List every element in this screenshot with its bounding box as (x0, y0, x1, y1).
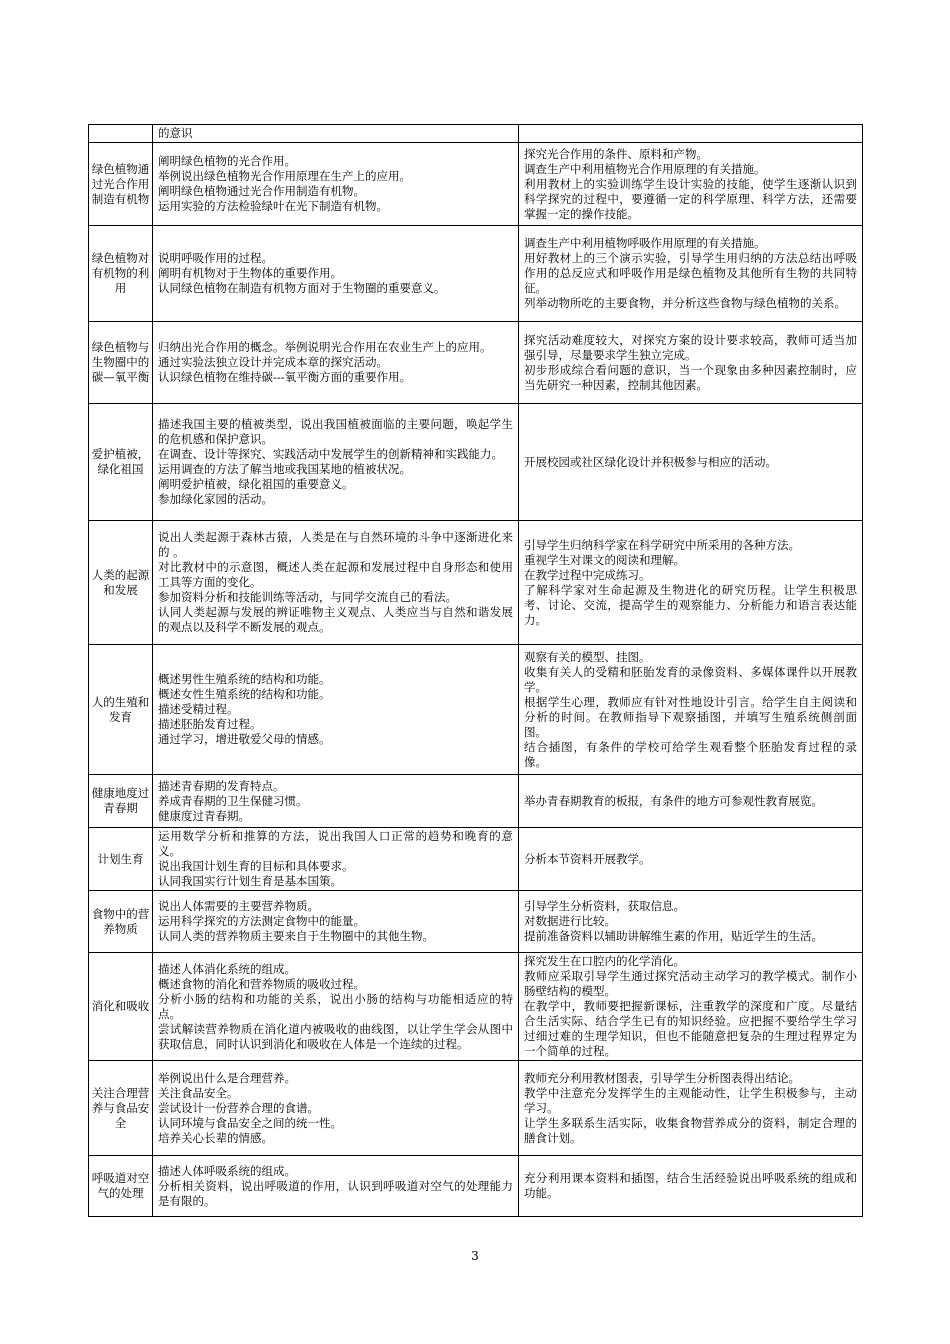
objectives-cell (153, 322, 519, 404)
cell-line: 运用数学分析和推算的方法，说出我国人口正常的趋势和晚育的意义。 (158, 829, 513, 858)
cell-line: 了解科学家对生命起源及生物进化的研究历程。让学生积极思考、讨论、交流，提高学生的观察能力、分析能力和语言表达能力。 (524, 582, 857, 627)
table-row (89, 775, 863, 828)
cell-line: 阐明爱护植被，绿化祖国的重要意义。 (158, 477, 354, 491)
cell-line: 引导学生分析资料，获取信息。 (524, 899, 685, 913)
cell-line: 重视学生对课文的阅读和理解。 (524, 552, 685, 567)
cell-line: 说明呼吸作用的过程。 (158, 251, 273, 265)
cell-line: 探究活动难度较大，对探究方案的设计要求较高，教师可适当加强引导，尽量要求学生独立完成。 (524, 332, 857, 362)
cell-line: 认同绿色植物在制造有机物方面对于生物圈的重要意义。 (158, 281, 446, 295)
cell-line: 让学生多联系生活实际，收集食物营养成分的资料，制定合理的膳食计划。 (524, 1115, 857, 1145)
cell-line: 开展校园或社区绿化设计并积极参与相应的活动。 (524, 454, 777, 469)
cell-line: 描述人体消化系统的组成。 (158, 961, 296, 976)
row-topic: 消化和吸收 (89, 953, 153, 1061)
table-row (89, 404, 863, 521)
objectives-cell (153, 1061, 519, 1156)
table-row (89, 1156, 863, 1217)
cell-line: 认识绿色植物在维持碳---氧平衡方面的重要作用。 (158, 370, 412, 384)
cell-line: 参加绿化家园的活动。 (158, 492, 273, 506)
cell-line: 举办青春期教育的板报，有条件的地方可参观性教育展览。 (524, 793, 823, 808)
cell-line: 参加资料分析和技能训练等活动，与同学交流自己的看法。 (158, 590, 457, 604)
cell-line: 培养关心长辈的情感。 (158, 1130, 273, 1145)
cell-line: 的意识 (158, 126, 193, 140)
row-topic (89, 125, 153, 143)
cell-line: 描述受精过程。 (158, 702, 239, 716)
objectives-cell (153, 891, 519, 953)
suggestions-cell (519, 322, 863, 404)
cell-line: 说出人体需要的主要营养物质。 (158, 899, 319, 913)
row-topic: 绿色植物与生物圈中的碳—氧平衡 (89, 322, 153, 404)
cell-line: 认同环境与食品安全之间的统一性。 (158, 1115, 342, 1130)
suggestions-cell (519, 891, 863, 953)
cell-line: 运用调查的方法了解当地或我国某地的植被状况。 (158, 462, 411, 476)
objectives-cell (153, 1156, 519, 1217)
cell-line: 尝试设计一份营养合理的食谱。 (158, 1100, 319, 1115)
cell-line: 认同人类起源与发展的辨证唯物主义观点、人类应当与自然和谐发展的观点以及科学不断发展的观点。 (158, 605, 513, 634)
suggestions-cell (519, 125, 863, 143)
cell-line: 对数据进行比较。 (524, 914, 616, 928)
table-row (89, 891, 863, 953)
table-row (89, 143, 863, 226)
table-row (89, 953, 863, 1061)
cell-line: 引导学生归纳科学家在科学研究中所采用的各种方法。 (524, 537, 800, 552)
cell-line: 观察有关的模型、挂图。 (524, 649, 651, 664)
curriculum-table (88, 124, 863, 1217)
cell-line: 教学中注意充分发挥学生的主观能动性，让学生积极参与，主动学习。 (524, 1085, 857, 1115)
row-topic: 绿色植物通过光合作用制造有机物 (89, 143, 153, 226)
cell-line: 认同我国实行计划生育是基本国策。 (158, 874, 342, 888)
objectives-cell (153, 125, 519, 143)
table-row (89, 645, 863, 775)
table-row (89, 1061, 863, 1156)
cell-line: 教师充分利用教材图表，引导学生分析图表得出结论。 (524, 1070, 800, 1085)
objectives-cell (153, 143, 519, 226)
cell-line: 养成青春期的卫生保健习惯。 (158, 793, 308, 808)
cell-line: 根据学生心理，教师应有针对性地设计引言。给学生自主阅读和分析的时间。在教师指导下观察插图，并填写生殖系统侧剖面图。 (524, 694, 857, 739)
cell-line: 充分利用课本资料和插图，结合生活经验说出呼吸系统的组成和功能。 (524, 1171, 857, 1200)
suggestions-cell (519, 143, 863, 226)
cell-line: 概述女性生殖系统的结构和功能。 (158, 687, 331, 701)
objectives-cell (153, 404, 519, 521)
cell-line: 对比教材中的示意图，概述人类在起源和发展过程中自身形态和使用工具等方面的变化。 (158, 560, 513, 589)
row-topic: 健康地度过青春期 (89, 775, 153, 828)
row-topic: 食物中的营养物质 (89, 891, 153, 953)
cell-line: 分析小肠的结构和功能的关系，说出小肠的结构与功能相适应的特点。 (158, 991, 513, 1021)
cell-line: 探究光合作用的条件、原料和产物。 (524, 146, 708, 161)
cell-line: 健康度过青春期。 (158, 808, 250, 823)
table-row (89, 828, 863, 891)
suggestions-cell (519, 645, 863, 775)
cell-line: 概述食物的消化和营养物质的吸收过程。 (158, 976, 365, 991)
cell-line: 初步形成综合看问题的意识，当一个现象由多种因素控制时，应当先研究一种因素，控制其他因素。 (524, 362, 857, 392)
cell-line: 举例说出什么是合理营养。 (158, 1070, 296, 1085)
cell-line: 运用实验的方法检验绿叶在光下制造有机物。 (158, 199, 388, 213)
cell-line: 通过实验法独立设计并完成本章的探究活动。 (158, 355, 388, 369)
cell-line: 在调查、设计等探究、实践活动中发展学生的创新精神和实践能力。 (158, 447, 503, 461)
suggestions-cell (519, 1061, 863, 1156)
cell-line: 教师应采取引导学生通过探究活动主动学习的教学模式。制作小肠壁结构的模型。 (524, 969, 857, 998)
objectives-cell (153, 521, 519, 645)
cell-line: 分析本节资料开展教学。 (524, 851, 651, 866)
row-topic: 呼吸道对空气的处理 (89, 1156, 153, 1217)
table-body (89, 125, 863, 1217)
row-topic: 爱护植被，绿化祖国 (89, 404, 153, 521)
table-row (89, 521, 863, 645)
objectives-cell (153, 775, 519, 828)
objectives-cell (153, 953, 519, 1061)
cell-line: 运用科学探究的方法测定食物中的能量。 (158, 914, 365, 928)
table-row (89, 226, 863, 322)
cell-line: 收集有关人的受精和胚胎发育的录像资料、多媒体课件以开展教学。 (524, 664, 857, 694)
cell-line: 尝试解读营养物质在消化道内被吸收的曲线图，以让学生学会从图中获取信息，同时认识到消化和吸收在人体是一个连续的过程。 (158, 1021, 513, 1051)
cell-line: 关注食品安全。 (158, 1085, 239, 1100)
suggestions-cell (519, 226, 863, 322)
cell-line: 归纳出光合作用的概念。举例说明光合作用在农业生产上的应用。 (158, 340, 492, 354)
cell-line: 描述我国主要的植被类型，说出我国植被面临的主要问题，唤起学生的危机感和保护意识。 (158, 417, 513, 446)
cell-line: 阐明有机物对于生物体的重要作用。 (158, 266, 342, 280)
cell-line: 调查生产中利用植物光合作用原理的有关措施。 (524, 161, 766, 176)
suggestions-cell (519, 953, 863, 1061)
page-number: 3 (471, 1249, 479, 1263)
suggestions-cell (519, 404, 863, 521)
cell-line: 分析相关资料，说出呼吸道的作用，认识到呼吸道对空气的处理能力是有限的。 (158, 1178, 513, 1208)
suggestions-cell (519, 775, 863, 828)
objectives-cell (153, 226, 519, 322)
cell-line: 说出我国计划生育的目标和具体要求。 (158, 859, 354, 873)
cell-line: 列举动物所吃的主要食物，并分析这些食物与绿色植物的关系。 (524, 296, 846, 310)
cell-line: 说出人类起源于森林古猿，人类是在与自然环境的斗争中逐渐进化来的 。 (158, 530, 513, 559)
objectives-cell (153, 828, 519, 891)
cell-line: 描述人体呼吸系统的组成。 (158, 1163, 296, 1178)
cell-line: 描述胚胎发育过程。 (158, 717, 262, 731)
cell-line: 在教学过程中完成练习。 (524, 567, 651, 582)
row-topic: 计划生育 (89, 828, 153, 891)
cell-line: 在教学中，教师要把握新课标，注重教学的深度和广度。尽量结合生活实际、结合学生已有的知识经验。应把握不要给学生学习过细过难的生理学知识，但也不能随意把复杂的生理过程界定为一个简单的过程。 (524, 999, 857, 1058)
cell-line: 结合插图，有条件的学校可给学生观看整个胚胎发育过程的录像。 (524, 739, 857, 769)
suggestions-cell (519, 1156, 863, 1217)
row-topic: 人类的起源和发展 (89, 521, 153, 645)
cell-line: 阐明绿色植物通过光合作用制造有机物。 (158, 184, 365, 198)
table-row (89, 125, 863, 143)
cell-line: 调查生产中利用植物呼吸作用原理的有关措施。 (524, 236, 766, 250)
cell-line: 用好教材上的三个演示实验，引导学生用归纳的方法总结出呼吸作用的总反应式和呼吸作用是绿色植物及其他所有生物的共同特征。 (524, 251, 857, 295)
row-topic: 关注合理营养与食品安全 (89, 1061, 153, 1156)
objectives-cell (153, 645, 519, 775)
row-topic: 人的生殖和发育 (89, 645, 153, 775)
cell-line: 提前准备资料以辅助讲解维生素的作用，贴近学生的生活。 (524, 929, 823, 943)
cell-line: 描述青春期的发育特点。 (158, 778, 285, 793)
cell-line: 通过学习，增进敬爱父母的情感。 (158, 732, 331, 746)
row-topic: 绿色植物对有机物的利用 (89, 226, 153, 322)
cell-line: 举例说出绿色植物光合作用原理在生产上的应用。 (158, 169, 411, 183)
cell-line: 阐明绿色植物的光合作用。 (158, 154, 296, 168)
cell-line: 探究发生在口腔内的化学消化。 (524, 954, 685, 968)
cell-line: 利用教材上的实验训练学生设计实验的技能，使学生逐渐认识到科学探究的过程中，要遵循一定的科学原理、科学方法，还需要掌握一定的操作技能。 (524, 176, 857, 221)
suggestions-cell (519, 828, 863, 891)
table-row (89, 322, 863, 404)
cell-line: 认同人类的营养物质主要来自于生物圈中的其他生物。 (158, 929, 434, 943)
suggestions-cell (519, 521, 863, 645)
cell-line: 概述男性生殖系统的结构和功能。 (158, 672, 331, 686)
